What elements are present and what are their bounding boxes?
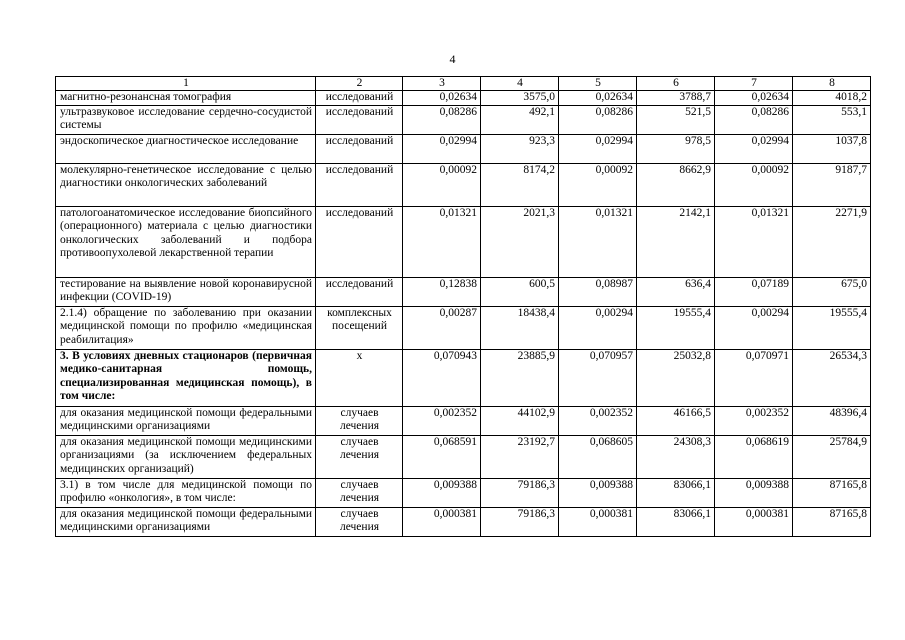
row-value-col7: 0,00294 [715, 306, 793, 349]
row-value-col4: 600,5 [481, 277, 559, 306]
row-value-col4: 79186,3 [481, 478, 559, 507]
row-unit: исследований [316, 206, 403, 277]
row-unit: исследований [316, 105, 403, 134]
row-unit: случаев лечения [316, 507, 403, 536]
page-number: 4 [449, 52, 456, 66]
row-unit: случаев лечения [316, 478, 403, 507]
table-row [56, 406, 871, 435]
row-value-col7: 0,00092 [715, 163, 793, 206]
row-value-col3: 0,02994 [403, 134, 481, 163]
row-value-col6: 46166,5 [637, 406, 715, 435]
row-value-col3: 0,00287 [403, 306, 481, 349]
row-description: ультразвуковое исследование сердечно-сосудистой системы [56, 105, 316, 134]
row-value-col8: 48396,4 [793, 406, 871, 435]
column-header: 8 [793, 77, 871, 91]
column-header: 3 [403, 77, 481, 91]
row-value-col3: 0,01321 [403, 206, 481, 277]
row-value-col4: 18438,4 [481, 306, 559, 349]
row-value-col3: 0,00092 [403, 163, 481, 206]
table-row [56, 478, 871, 507]
row-value-col4: 8174,2 [481, 163, 559, 206]
table-row [56, 349, 871, 406]
row-value-col8: 19555,4 [793, 306, 871, 349]
row-value-col7: 0,07189 [715, 277, 793, 306]
row-value-col8: 87165,8 [793, 478, 871, 507]
row-value-col3: 0,12838 [403, 277, 481, 306]
row-unit: исследований [316, 91, 403, 106]
row-value-col5: 0,070957 [559, 349, 637, 406]
row-value-col3: 0,000381 [403, 507, 481, 536]
row-value-col7: 0,01321 [715, 206, 793, 277]
row-unit: исследований [316, 134, 403, 163]
row-value-col3: 0,068591 [403, 435, 481, 478]
row-value-col8: 87165,8 [793, 507, 871, 536]
row-value-col6: 19555,4 [637, 306, 715, 349]
row-description: для оказания медицинской помощи федеральными медицинскими организациями [56, 507, 316, 536]
row-description: 3.1) в том числе для медицинской помощи по профилю «онкология», в том числе: [56, 478, 316, 507]
row-value-col7: 0,070971 [715, 349, 793, 406]
column-header: 5 [559, 77, 637, 91]
row-value-col6: 3788,7 [637, 91, 715, 106]
row-description: для оказания медицинской помощи федеральными медицинскими организациями [56, 406, 316, 435]
row-value-col6: 521,5 [637, 105, 715, 134]
row-value-col8: 553,1 [793, 105, 871, 134]
row-unit: случаев лечения [316, 435, 403, 478]
row-value-col5: 0,08987 [559, 277, 637, 306]
row-description: тестирование на выявление новой коронавирусной инфекции (COVID-19) [56, 277, 316, 306]
row-value-col6: 83066,1 [637, 507, 715, 536]
row-value-col4: 2021,3 [481, 206, 559, 277]
table-row [56, 91, 871, 106]
row-value-col3: 0,002352 [403, 406, 481, 435]
table-row [56, 306, 871, 349]
tariff-table [55, 76, 871, 537]
row-value-col6: 24308,3 [637, 435, 715, 478]
column-header: 6 [637, 77, 715, 91]
row-value-col8: 26534,3 [793, 349, 871, 406]
row-value-col5: 0,009388 [559, 478, 637, 507]
row-value-col7: 0,000381 [715, 507, 793, 536]
table-row [56, 105, 871, 134]
row-unit: исследований [316, 277, 403, 306]
row-value-col6: 2142,1 [637, 206, 715, 277]
row-unit: х [316, 349, 403, 406]
row-description: 3. В условиях дневных стационаров (первичная медико-санитарная помощь, специализированная медицинская помощь), в том числе: [56, 349, 316, 406]
row-unit: случаев лечения [316, 406, 403, 435]
row-value-col6: 25032,8 [637, 349, 715, 406]
row-value-col7: 0,08286 [715, 105, 793, 134]
row-value-col7: 0,009388 [715, 478, 793, 507]
row-value-col5: 0,002352 [559, 406, 637, 435]
table-row [56, 134, 871, 163]
row-value-col4: 23885,9 [481, 349, 559, 406]
table-row [56, 206, 871, 277]
row-value-col8: 9187,7 [793, 163, 871, 206]
row-value-col5: 0,01321 [559, 206, 637, 277]
table-header-row [56, 77, 871, 91]
row-value-col5: 0,000381 [559, 507, 637, 536]
row-value-col7: 0,002352 [715, 406, 793, 435]
column-header: 4 [481, 77, 559, 91]
row-value-col7: 0,02634 [715, 91, 793, 106]
row-value-col4: 492,1 [481, 105, 559, 134]
row-value-col7: 0,02994 [715, 134, 793, 163]
row-value-col4: 44102,9 [481, 406, 559, 435]
row-value-col5: 0,02994 [559, 134, 637, 163]
table-body [56, 91, 871, 537]
table-row [56, 163, 871, 206]
row-description: для оказания медицинской помощи медицинскими организациями (за исключением федеральных медицинских организаций) [56, 435, 316, 478]
row-value-col8: 675,0 [793, 277, 871, 306]
row-value-col3: 0,070943 [403, 349, 481, 406]
row-value-col4: 3575,0 [481, 91, 559, 106]
table-row [56, 435, 871, 478]
row-value-col5: 0,08286 [559, 105, 637, 134]
row-value-col6: 83066,1 [637, 478, 715, 507]
row-value-col4: 23192,7 [481, 435, 559, 478]
row-description: эндоскопическое диагностическое исследование [56, 134, 316, 163]
column-header: 1 [56, 77, 316, 91]
row-value-col8: 25784,9 [793, 435, 871, 478]
row-value-col8: 1037,8 [793, 134, 871, 163]
row-value-col6: 8662,9 [637, 163, 715, 206]
row-value-col4: 79186,3 [481, 507, 559, 536]
row-value-col8: 4018,2 [793, 91, 871, 106]
row-value-col3: 0,08286 [403, 105, 481, 134]
row-value-col5: 0,00294 [559, 306, 637, 349]
row-value-col5: 0,00092 [559, 163, 637, 206]
row-value-col8: 2271,9 [793, 206, 871, 277]
row-unit: исследований [316, 163, 403, 206]
row-description: магнитно-резонансная томография [56, 91, 316, 106]
row-description: молекулярно-генетическое исследование с целью диагностики онкологических заболеваний [56, 163, 316, 206]
table-row [56, 507, 871, 536]
column-header: 2 [316, 77, 403, 91]
row-value-col5: 0,02634 [559, 91, 637, 106]
row-value-col3: 0,02634 [403, 91, 481, 106]
column-header: 7 [715, 77, 793, 91]
table-row [56, 277, 871, 306]
row-value-col6: 978,5 [637, 134, 715, 163]
row-description: патологоанатомическое исследование биопсийного (операционного) материала с целью диагностики онкологических заболеваний и подбора противоопухолевой лекарственной терапии [56, 206, 316, 277]
row-value-col4: 923,3 [481, 134, 559, 163]
row-value-col3: 0,009388 [403, 478, 481, 507]
row-value-col6: 636,4 [637, 277, 715, 306]
row-unit: комплексных посещений [316, 306, 403, 349]
row-description: 2.1.4) обращение по заболеванию при оказании медицинской помощи по профилю «медицинская реабилитация» [56, 306, 316, 349]
row-value-col5: 0,068605 [559, 435, 637, 478]
row-value-col7: 0,068619 [715, 435, 793, 478]
